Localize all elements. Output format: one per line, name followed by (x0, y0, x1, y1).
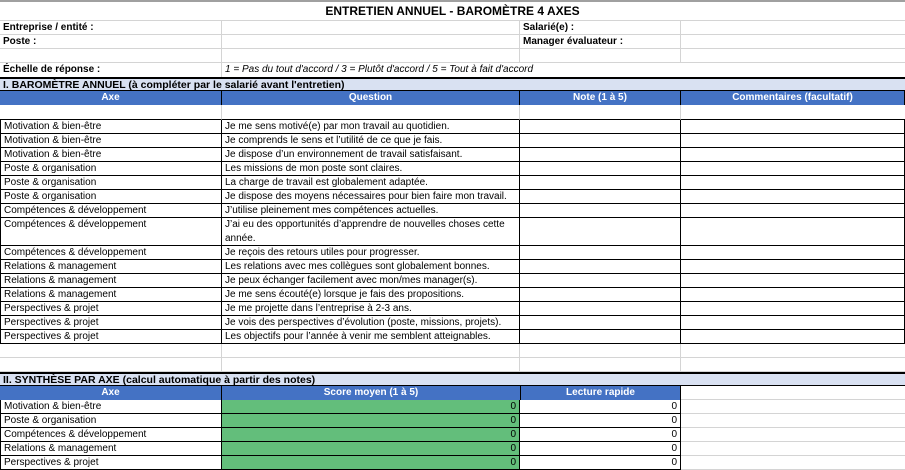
lecture-cell[interactable]: 0 (520, 414, 681, 428)
question-cell[interactable]: Je dispose des moyens nécessaires pour bien faire mon travail. (222, 190, 520, 204)
salarie-label: Salarié(e) : (520, 21, 681, 35)
info-row-blank (0, 49, 905, 63)
axe-cell[interactable]: Motivation & bien-être (0, 134, 222, 148)
blank-cell[interactable] (222, 344, 520, 358)
axe-cell[interactable]: Relations & management (0, 274, 222, 288)
note-input[interactable] (520, 218, 681, 246)
axe-cell[interactable]: Compétences & développement (0, 246, 222, 260)
lecture-cell[interactable]: 0 (520, 442, 681, 456)
axe-cell[interactable]: Perspectives & projet (0, 456, 222, 470)
note-input[interactable] (520, 246, 681, 260)
header-score[interactable]: Score moyen (1 à 5) (222, 386, 520, 400)
table-row (0, 148, 905, 162)
blank-cell[interactable] (681, 105, 905, 120)
entreprise-input[interactable] (222, 21, 520, 35)
question-cell[interactable]: Je vois des perspectives d’évolution (poste, missions, projets). (222, 316, 520, 330)
note-input[interactable] (520, 274, 681, 288)
blank-cell[interactable] (222, 105, 520, 120)
note-input[interactable] (520, 120, 681, 134)
question-cell[interactable]: Je peux échanger facilement avec mon/mes manager(s). (222, 274, 520, 288)
commentaire-input[interactable] (681, 302, 905, 316)
commentaire-input[interactable] (681, 330, 905, 344)
question-cell[interactable]: Je dispose d’un environnement de travail satisfaisant. (222, 148, 520, 162)
blank-cell[interactable] (0, 344, 222, 358)
note-input[interactable] (520, 190, 681, 204)
section2-title-row (0, 372, 905, 386)
axe-cell[interactable]: Motivation & bien-être (0, 400, 222, 414)
blank-cell[interactable] (681, 400, 905, 414)
blank-cell[interactable] (0, 105, 222, 120)
question-cell[interactable]: J’ai eu des opportunités d’apprendre de nouvelles choses cette année. (222, 218, 520, 246)
note-input[interactable] (520, 260, 681, 274)
commentaire-input[interactable] (681, 260, 905, 274)
table-row (0, 260, 905, 274)
blank-row (0, 344, 905, 358)
commentaire-input[interactable] (681, 218, 905, 246)
commentaire-input[interactable] (681, 134, 905, 148)
header-commentaires[interactable]: Commentaires (facultatif) (681, 91, 905, 105)
question-cell[interactable]: J’utilise pleinement mes compétences actuelles. (222, 204, 520, 218)
table-row (0, 274, 905, 288)
synthese-row (0, 442, 905, 456)
blank-cell[interactable] (681, 414, 905, 428)
commentaire-input[interactable] (681, 316, 905, 330)
table-row (0, 302, 905, 316)
blank-cell[interactable] (0, 49, 222, 63)
synthese-row (0, 414, 905, 428)
header-note[interactable]: Note (1 à 5) (520, 91, 681, 105)
question-cell[interactable]: Je me projette dans l’entreprise à 2-3 ans. (222, 302, 520, 316)
blank-cell[interactable] (222, 358, 520, 372)
question-cell[interactable]: Je reçois des retours utiles pour progresser. (222, 246, 520, 260)
header-axe[interactable]: Axe (0, 386, 222, 400)
commentaire-input[interactable] (681, 162, 905, 176)
question-cell[interactable]: Les relations avec mes collègues sont globalement bonnes. (222, 260, 520, 274)
blank-cell[interactable] (681, 428, 905, 442)
blank-cell[interactable] (0, 358, 222, 372)
lecture-cell[interactable]: 0 (520, 428, 681, 442)
score-cell[interactable]: 0 (222, 442, 520, 456)
blank-cell[interactable] (222, 49, 520, 63)
axe-cell[interactable]: Motivation & bien-être (0, 120, 222, 134)
blank-cell[interactable] (520, 105, 681, 120)
sheet-title[interactable]: ENTRETIEN ANNUEL - BAROMÈTRE 4 AXES (0, 0, 905, 21)
question-cell[interactable]: Je me sens motivé(e) par mon travail au quotidien. (222, 120, 520, 134)
poste-input[interactable] (222, 35, 520, 49)
poste-label: Poste : (0, 35, 222, 49)
question-cell[interactable]: Je comprends le sens et l’utilité de ce que je fais. (222, 134, 520, 148)
section2-title[interactable]: II. SYNTHÈSE PAR AXE (calcul automatique à partir des notes) (3, 374, 316, 385)
blank-cell[interactable] (520, 344, 681, 358)
note-input[interactable] (520, 316, 681, 330)
note-input[interactable] (520, 288, 681, 302)
score-cell[interactable]: 0 (222, 456, 520, 470)
note-input[interactable] (520, 176, 681, 190)
question-cell[interactable]: Je me sens écouté(e) lorsque je fais des propositions. (222, 288, 520, 302)
blank-row (0, 358, 905, 372)
table-row (0, 204, 905, 218)
axe-cell[interactable]: Motivation & bien-être (0, 148, 222, 162)
header-axe[interactable]: Axe (0, 91, 222, 105)
axe-cell[interactable]: Relations & management (0, 442, 222, 456)
blank-row (0, 105, 905, 120)
header-question[interactable]: Question (222, 91, 520, 105)
blank-cell[interactable] (520, 358, 681, 372)
axe-cell[interactable]: Compétences & développement (0, 204, 222, 218)
blank-cell[interactable] (681, 358, 905, 372)
blank-cell[interactable] (681, 442, 905, 456)
echelle-value[interactable]: 1 = Pas du tout d'accord / 3 = Plutôt d'accord / 5 = Tout à fait d'accord (225, 64, 534, 75)
info-row-echelle (0, 63, 905, 77)
echelle-label: Échelle de réponse : (0, 63, 222, 77)
commentaire-input[interactable] (681, 204, 905, 218)
score-cell[interactable]: 0 (222, 428, 520, 442)
info-row-poste (0, 35, 905, 49)
blank-cell[interactable] (681, 386, 905, 400)
section1-header-row (0, 91, 905, 105)
axe-cell[interactable]: Poste & organisation (0, 190, 222, 204)
lecture-cell[interactable]: 0 (520, 400, 681, 414)
axe-cell[interactable]: Perspectives & projet (0, 316, 222, 330)
table-row (0, 246, 905, 260)
blank-cell[interactable] (681, 456, 905, 470)
commentaire-input[interactable] (681, 148, 905, 162)
question-cell[interactable]: La charge de travail est globalement adaptée. (222, 176, 520, 190)
blank-cell[interactable] (681, 344, 905, 358)
lecture-cell[interactable]: 0 (520, 456, 681, 470)
note-input[interactable] (520, 204, 681, 218)
section1-title-row (0, 77, 905, 91)
manager-input[interactable] (681, 35, 905, 49)
table-row (0, 218, 905, 246)
note-input[interactable] (520, 134, 681, 148)
table-row (0, 134, 905, 148)
commentaire-input[interactable] (681, 274, 905, 288)
commentaire-input[interactable] (681, 288, 905, 302)
section1-title[interactable]: I. BAROMÈTRE ANNUEL (à compléter par le salarié avant l'entretien) (3, 79, 345, 90)
axe-cell[interactable]: Perspectives & projet (0, 330, 222, 344)
entreprise-label: Entreprise / entité : (0, 21, 222, 35)
table-row (0, 162, 905, 176)
axe-cell[interactable]: Poste & organisation (0, 176, 222, 190)
synthese-row (0, 428, 905, 442)
table-row (0, 330, 905, 344)
note-input[interactable] (520, 148, 681, 162)
axe-cell[interactable]: Compétences & développement (0, 428, 222, 442)
table-row (0, 190, 905, 204)
axe-cell[interactable]: Relations & management (0, 260, 222, 274)
note-input[interactable] (520, 330, 681, 344)
table-row (0, 176, 905, 190)
commentaire-input[interactable] (681, 190, 905, 204)
score-cell[interactable]: 0 (222, 400, 520, 414)
table-row (0, 288, 905, 302)
table-row (0, 316, 905, 330)
blank-cell[interactable] (681, 49, 905, 63)
synthese-row (0, 456, 905, 470)
axe-cell[interactable]: Poste & organisation (0, 414, 222, 428)
table-row (0, 120, 905, 134)
axe-cell[interactable]: Relations & management (0, 288, 222, 302)
axe-cell[interactable]: Poste & organisation (0, 162, 222, 176)
note-input[interactable] (520, 302, 681, 316)
commentaire-input[interactable] (681, 176, 905, 190)
question-cell[interactable]: Les objectifs pour l’année à venir me semblent atteignables. (222, 330, 520, 344)
blank-cell[interactable] (520, 49, 681, 63)
salarie-input[interactable] (681, 21, 905, 35)
commentaire-input[interactable] (681, 120, 905, 134)
axe-cell[interactable]: Perspectives & projet (0, 302, 222, 316)
info-row-entreprise (0, 21, 905, 35)
commentaire-input[interactable] (681, 246, 905, 260)
header-lecture[interactable]: Lecture rapide (520, 386, 681, 400)
synthese-row (0, 400, 905, 414)
note-input[interactable] (520, 162, 681, 176)
question-cell[interactable]: Les missions de mon poste sont claires. (222, 162, 520, 176)
manager-label: Manager évaluateur : (520, 35, 681, 49)
section2-header-row (0, 386, 905, 400)
axe-cell[interactable]: Compétences & développement (0, 218, 222, 246)
score-cell[interactable]: 0 (222, 414, 520, 428)
